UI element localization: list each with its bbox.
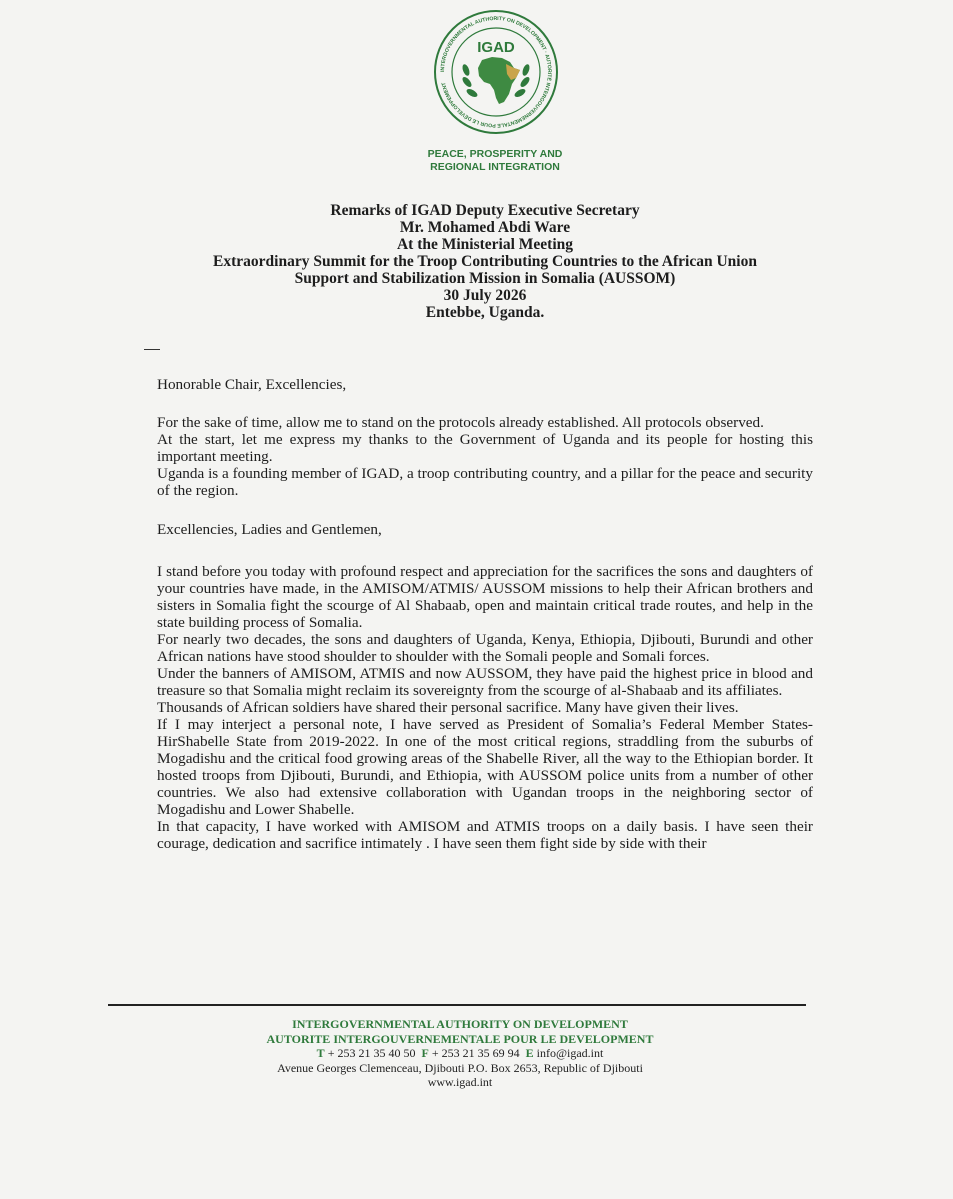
igad-logo [432,8,560,136]
website-link[interactable]: www.igad.int [427,1075,493,1089]
title-line: Support and Stabilization Mission in Somalia (AUSSOM) [294,270,676,287]
fax-label: F [421,1046,429,1060]
paragraph: If I may interject a personal note, I have served as President of Somalia’s Federal Member States- HirShabelle State from 2019-2022. In one of the most critical regions, straddling from the suburbs of Mogadishu and the critical food growing areas of the Shabelle River, all the way to the Ethiopian border. It hosted troops from Djibouti, Burundi, and Ethiopia, with AUSSOM police units from a number of other countries. We also had extensive collaboration with Ugandan troops in the neighboring sector of Mogadishu and Lower Shabelle. [157,716,813,818]
logo-ring-text: INTERGOVERNMENTAL AUTHORITY ON DEVELOPMENT · AUTORITÉ INTERGOUVERNEMENTALE POUR LE DÉVELOPPEMENT [439,15,553,129]
title-line: 30 July 2026 [443,287,527,304]
motto-line: PEACE, PROSPERITY AND [427,148,563,160]
tel-label: T [316,1046,325,1060]
title-line: Remarks of IGAD Deputy Executive Secretary [330,202,640,219]
title-line: At the Ministerial Meeting [396,236,574,253]
dash-mark [144,349,160,350]
org-name-en: INTERGOVERNMENTAL AUTHORITY ON DEVELOPMENT [292,1017,628,1031]
footer-divider [108,1004,806,1006]
paragraph: For nearly two decades, the sons and daughters of Uganda, Kenya, Ethiopia, Djibouti, Burundi and other African nations have stood shoulder to shoulder with the Somali people and Somali forces. [157,631,813,665]
email-label: E [525,1046,534,1060]
paragraph: Thousands of African soldiers have shared their personal sacrifice. Many have given their lives. [157,699,739,716]
title-line: Extraordinary Summit for the Troop Contributing Countries to the African Union [213,253,757,270]
igad-emblem-icon [432,8,560,136]
letterhead-footer [250,1017,670,1090]
postal-address: Avenue Georges Clemenceau, Djibouti P.O. Box 2653, Republic of Djibouti [277,1060,643,1075]
speech-body [157,376,813,852]
title-line: Mr. Mohamed Abdi Ware [399,219,571,236]
paragraph: Under the banners of AMISOM, ATMIS and now AUSSOM, they have paid the highest price in blood and treasure so that Somalia might reclaim its sovereignty from the scourge of al-Shabaab and its affiliates. [157,665,813,699]
paragraph: Uganda is a founding member of IGAD, a troop contributing country, and a pillar for the peace and security of the region. [157,465,813,499]
paragraph: I stand before you today with profound respect and appreciation for the sacrifices the sons and daughters of your countries have made, in the AMISOM/ATMIS/ AUSSOM missions to help their African brothers and sisters in Somalia fight the scourge of Al Shabaab, open and maintain critical trade routes, and help in the state building process of Somalia. [157,563,813,631]
email-address[interactable]: info@igad.int [536,1046,604,1060]
salutation: Excellencies, Ladies and Gentlemen, [157,521,382,538]
africa-map-icon [478,57,520,104]
motto [400,148,590,174]
document-title [140,202,830,321]
paragraph: At the start, let me express my thanks to the Government of Uganda and its people for hosting this important meeting. [157,431,813,465]
tel-number: + 253 21 35 40 50 [327,1046,416,1060]
contact-line [250,1046,670,1061]
salutation: Honorable Chair, Excellencies, [157,376,347,393]
fax-number: + 253 21 35 69 94 [431,1046,520,1060]
org-name-fr: AUTORITE INTERGOUVERNEMENTALE POUR LE DEVELOPMENT [266,1031,654,1046]
logo-text: IGAD [477,39,515,56]
title-line: Entebbe, Uganda. [425,304,545,321]
paragraph: In that capacity, I have worked with AMISOM and ATMIS troops on a daily basis. I have seen their courage, dedication and sacrifice intimately . I have seen them fight side by side with their [157,818,813,852]
motto-line: REGIONAL INTEGRATION [430,161,560,173]
paragraph: For the sake of time, allow me to stand on the protocols already established. All protocols observed. [157,414,764,431]
